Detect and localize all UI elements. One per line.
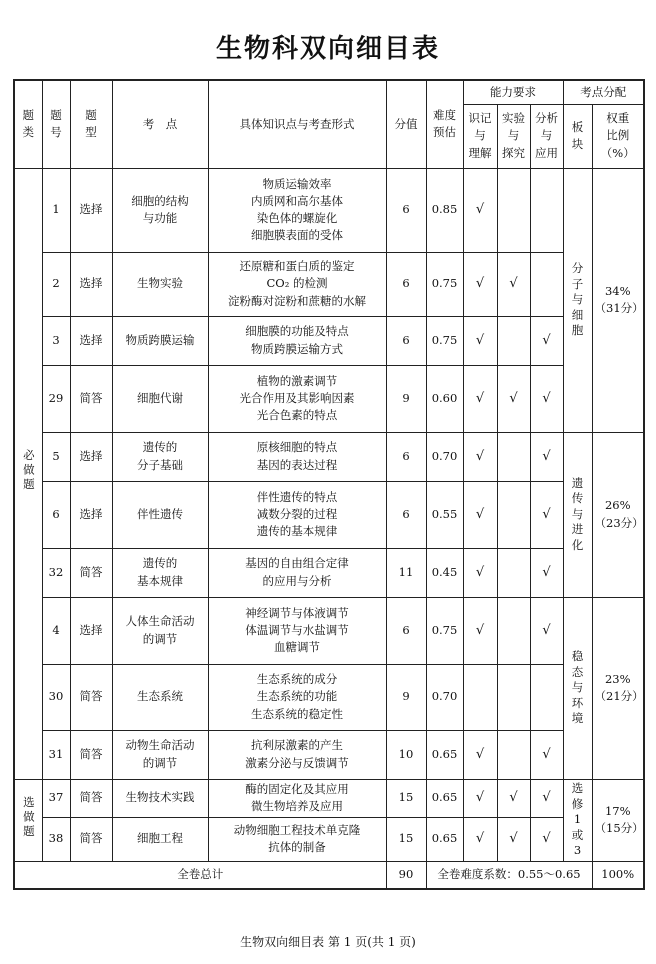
page-footer: 生物双向细目表 第 1 页(共 1 页) bbox=[240, 935, 416, 949]
table-row bbox=[14, 481, 644, 548]
knowledge-detail-text: 物质运输效率 内质网和高尔基体 染色体的螺旋化 细胞膜表面的受体 bbox=[251, 176, 343, 243]
question-number-text: 32 bbox=[48, 564, 64, 579]
score-value bbox=[386, 664, 426, 730]
difficulty-value bbox=[426, 779, 463, 817]
score-value bbox=[386, 316, 426, 365]
question-type-text: 选择 bbox=[79, 622, 103, 637]
question-type-text: 简答 bbox=[79, 746, 103, 761]
header-detail bbox=[208, 80, 386, 168]
exam-point bbox=[112, 730, 208, 779]
ability-check-1-text: √ bbox=[475, 276, 485, 292]
knowledge-detail-text: 抗利尿激素的产生 激素分泌与反馈调节 bbox=[245, 738, 349, 770]
score-value-text: 6 bbox=[402, 448, 410, 463]
question-number bbox=[42, 597, 70, 664]
exam-point bbox=[112, 779, 208, 817]
header-ability-1 bbox=[463, 104, 497, 168]
score-value-text: 9 bbox=[402, 689, 410, 704]
block-weight bbox=[592, 597, 644, 779]
table-body bbox=[14, 80, 644, 889]
question-number bbox=[42, 316, 70, 365]
ability-check-3-text: √ bbox=[542, 622, 551, 638]
score-value-text: 15 bbox=[398, 790, 414, 805]
ability-check-3-text: √ bbox=[542, 746, 551, 762]
score-value-text: 11 bbox=[398, 564, 414, 579]
header-ability-3 bbox=[530, 104, 563, 168]
question-type bbox=[70, 432, 112, 481]
block-name bbox=[563, 168, 592, 432]
ability-check-1 bbox=[463, 252, 497, 316]
exam-point bbox=[112, 252, 208, 316]
ability-check-3 bbox=[530, 316, 563, 365]
ability-check-2 bbox=[497, 730, 530, 779]
header-ability-2-text: 实验 与 探究 bbox=[502, 111, 525, 160]
question-number bbox=[42, 432, 70, 481]
question-number-text: 29 bbox=[48, 390, 64, 405]
ability-check-2 bbox=[497, 365, 530, 432]
score-value-text: 6 bbox=[402, 622, 410, 637]
question-type-text: 选择 bbox=[79, 332, 103, 347]
exam-point-text: 动物生命活动 的调节 bbox=[125, 738, 195, 770]
knowledge-detail-text: 细胞膜的功能及特点 物质跨膜运输方式 bbox=[245, 324, 349, 356]
header-type bbox=[70, 80, 112, 168]
question-type-text: 选择 bbox=[79, 448, 103, 463]
header-weight bbox=[592, 104, 644, 168]
ability-check-1 bbox=[463, 664, 497, 730]
question-type-text: 选择 bbox=[79, 202, 103, 217]
difficulty-value bbox=[426, 365, 463, 432]
exam-point bbox=[112, 664, 208, 730]
ability-check-3-text: √ bbox=[542, 831, 551, 847]
question-number bbox=[42, 664, 70, 730]
block-name bbox=[563, 432, 592, 597]
ability-check-1-text: √ bbox=[475, 831, 485, 847]
knowledge-detail-text: 伴性遗传的特点 减数分裂的过程 遗传的基本规律 bbox=[256, 489, 338, 539]
knowledge-detail-text: 酶的固定化及其应用 微生物培养及应用 bbox=[245, 781, 349, 813]
question-type bbox=[70, 779, 112, 817]
ability-check-3 bbox=[530, 481, 563, 548]
question-type-text: 简答 bbox=[79, 689, 103, 704]
question-type bbox=[70, 817, 112, 861]
question-type-text: 选择 bbox=[79, 506, 103, 521]
table-row bbox=[14, 548, 644, 597]
score-value bbox=[386, 597, 426, 664]
ability-check-1 bbox=[463, 779, 497, 817]
header-ability-1-text: 识记 与 理解 bbox=[468, 111, 492, 160]
question-type-text: 选择 bbox=[79, 276, 103, 291]
question-type bbox=[70, 316, 112, 365]
question-type-text: 简答 bbox=[79, 831, 103, 846]
ability-check-3 bbox=[530, 779, 563, 817]
knowledge-detail bbox=[208, 316, 386, 365]
block-weight-text: 17% （15分） bbox=[594, 803, 644, 835]
total-weight bbox=[592, 861, 644, 889]
knowledge-detail bbox=[208, 365, 386, 432]
score-value bbox=[386, 252, 426, 316]
ability-check-3 bbox=[530, 597, 563, 664]
ability-check-1 bbox=[463, 168, 497, 252]
header-ability-3-text: 分析 与 应用 bbox=[535, 111, 558, 160]
exam-point-text: 人体生命活动 的调节 bbox=[125, 614, 195, 646]
total-difficulty bbox=[426, 861, 592, 889]
question-type bbox=[70, 168, 112, 252]
header-difficulty bbox=[426, 80, 463, 168]
block-weight bbox=[592, 432, 644, 597]
total-weight-text: 100% bbox=[601, 867, 635, 882]
question-number bbox=[42, 779, 70, 817]
table-row bbox=[14, 252, 644, 316]
ability-check-3-text: √ bbox=[542, 564, 551, 580]
ability-check-3 bbox=[530, 730, 563, 779]
score-value-text: 15 bbox=[398, 831, 414, 846]
block-name-text: 选 修 1 或 3 bbox=[571, 781, 584, 858]
table-row bbox=[14, 432, 644, 481]
ability-check-1 bbox=[463, 432, 497, 481]
header-category-text: 题 类 bbox=[22, 108, 34, 140]
difficulty-value-text: 0.45 bbox=[431, 564, 458, 579]
category-optional bbox=[14, 779, 42, 861]
difficulty-value-text: 0.85 bbox=[431, 202, 458, 217]
exam-point-text: 生物实验 bbox=[137, 276, 183, 291]
exam-point bbox=[112, 817, 208, 861]
ability-check-1 bbox=[463, 548, 497, 597]
knowledge-detail bbox=[208, 730, 386, 779]
header-ability-text: 能力要求 bbox=[490, 84, 536, 99]
exam-point-text: 细胞工程 bbox=[137, 831, 183, 846]
header-score-text: 分值 bbox=[394, 116, 418, 131]
knowledge-detail bbox=[208, 817, 386, 861]
difficulty-value-text: 0.70 bbox=[431, 448, 458, 463]
question-number bbox=[42, 817, 70, 861]
ability-check-2 bbox=[497, 168, 530, 252]
score-value bbox=[386, 548, 426, 597]
question-number-text: 5 bbox=[52, 448, 60, 463]
exam-point bbox=[112, 365, 208, 432]
ability-check-1 bbox=[463, 730, 497, 779]
ability-check-1 bbox=[463, 316, 497, 365]
ability-check-1 bbox=[463, 481, 497, 548]
question-type bbox=[70, 664, 112, 730]
question-number-text: 38 bbox=[48, 831, 64, 846]
difficulty-value-text: 0.55 bbox=[431, 506, 458, 521]
knowledge-detail-text: 植物的激素调节 光合作用及其影响因素 光合色素的特点 bbox=[239, 373, 355, 423]
ability-check-2 bbox=[497, 779, 530, 817]
category-optional-text: 选做题 bbox=[21, 795, 36, 840]
table-row bbox=[14, 779, 644, 817]
exam-point bbox=[112, 432, 208, 481]
ability-check-3 bbox=[530, 664, 563, 730]
header-number bbox=[42, 80, 70, 168]
knowledge-detail-text: 原核细胞的特点 基因的表达过程 bbox=[256, 440, 338, 472]
score-value bbox=[386, 481, 426, 548]
question-number-text: 30 bbox=[48, 689, 64, 704]
score-value bbox=[386, 779, 426, 817]
ability-check-1 bbox=[463, 365, 497, 432]
header-block bbox=[563, 104, 592, 168]
difficulty-value bbox=[426, 817, 463, 861]
score-value bbox=[386, 168, 426, 252]
spec-table bbox=[13, 79, 645, 890]
table-row bbox=[14, 316, 644, 365]
table-row bbox=[14, 365, 644, 432]
ability-check-1-text: √ bbox=[475, 790, 485, 806]
knowledge-detail bbox=[208, 481, 386, 548]
knowledge-detail-text: 还原糖和蛋白质的鉴定 CO₂ 的检测 淀粉酶对淀粉和蔗糖的水解 bbox=[228, 259, 366, 308]
knowledge-detail-text: 动物细胞工程技术单克隆 抗体的制备 bbox=[233, 822, 361, 854]
ability-check-3-text: √ bbox=[542, 506, 551, 522]
header-row bbox=[14, 80, 644, 104]
ability-check-1-text: √ bbox=[475, 746, 485, 762]
score-value-text: 10 bbox=[398, 746, 414, 761]
score-value bbox=[386, 730, 426, 779]
knowledge-detail bbox=[208, 597, 386, 664]
exam-point-text: 伴性遗传 bbox=[137, 506, 183, 521]
knowledge-detail bbox=[208, 779, 386, 817]
score-value bbox=[386, 432, 426, 481]
total-label bbox=[14, 861, 386, 889]
header-distribution-text: 考点分配 bbox=[580, 84, 627, 99]
difficulty-value-text: 0.75 bbox=[431, 622, 458, 637]
exam-point-text: 遗传的 基本规律 bbox=[137, 556, 183, 588]
ability-check-2-text: √ bbox=[509, 831, 518, 847]
header-type-text: 题 型 bbox=[85, 108, 97, 140]
question-number-text: 1 bbox=[52, 202, 60, 217]
block-weight bbox=[592, 779, 644, 861]
question-type bbox=[70, 365, 112, 432]
question-number-text: 31 bbox=[48, 746, 64, 761]
category-required-text: 必做题 bbox=[21, 449, 36, 493]
table-row bbox=[14, 664, 644, 730]
header-category bbox=[14, 80, 42, 168]
block-weight-text: 26% （23分） bbox=[594, 498, 644, 530]
header-ability-2 bbox=[497, 104, 530, 168]
exam-point-text: 细胞代谢 bbox=[137, 390, 183, 405]
question-number-text: 2 bbox=[52, 276, 60, 291]
ability-check-2-text: √ bbox=[509, 390, 518, 406]
total-label-text: 全卷总计 bbox=[177, 867, 224, 882]
exam-point-text: 物质跨膜运输 bbox=[125, 332, 195, 347]
exam-point bbox=[112, 481, 208, 548]
ability-check-1-text: √ bbox=[475, 506, 485, 522]
question-type-text: 简答 bbox=[79, 564, 103, 579]
header-difficulty-text: 难度 预估 bbox=[433, 108, 456, 140]
difficulty-value-text: 0.60 bbox=[431, 390, 458, 405]
exam-point-text: 生态系统 bbox=[137, 689, 183, 704]
table-row bbox=[14, 730, 644, 779]
difficulty-value bbox=[426, 597, 463, 664]
block-name-text: 稳 态 与 环 境 bbox=[571, 649, 584, 726]
knowledge-detail bbox=[208, 252, 386, 316]
ability-check-3 bbox=[530, 168, 563, 252]
exam-point-text: 细胞的结构 与功能 bbox=[131, 193, 189, 225]
question-number bbox=[42, 168, 70, 252]
ability-check-2 bbox=[497, 316, 530, 365]
category-required bbox=[14, 168, 42, 779]
ability-check-3 bbox=[530, 548, 563, 597]
question-type-text: 简答 bbox=[79, 790, 103, 805]
difficulty-value bbox=[426, 168, 463, 252]
ability-check-2 bbox=[497, 432, 530, 481]
table-row bbox=[14, 817, 644, 861]
header-ability bbox=[463, 80, 563, 104]
score-value-text: 6 bbox=[402, 332, 410, 347]
ability-check-1 bbox=[463, 817, 497, 861]
question-number-text: 6 bbox=[52, 506, 60, 521]
ability-check-3 bbox=[530, 252, 563, 316]
question-number bbox=[42, 730, 70, 779]
exam-point bbox=[112, 168, 208, 252]
knowledge-detail-text: 生态系统的成分 生态系统的功能 生态系统的稳定性 bbox=[251, 672, 343, 721]
difficulty-value bbox=[426, 252, 463, 316]
total-difficulty-text: 全卷难度系数：0.55～0.65 bbox=[437, 867, 581, 882]
score-value-text: 6 bbox=[402, 202, 410, 217]
question-type bbox=[70, 730, 112, 779]
question-number bbox=[42, 365, 70, 432]
ability-check-2-text: √ bbox=[509, 790, 518, 806]
ability-check-2 bbox=[497, 548, 530, 597]
header-number-text: 题 号 bbox=[50, 108, 62, 140]
total-score bbox=[386, 861, 426, 889]
question-number-text: 37 bbox=[48, 790, 64, 805]
block-weight bbox=[592, 168, 644, 432]
difficulty-value-text: 0.75 bbox=[431, 276, 458, 291]
ability-check-1 bbox=[463, 597, 497, 664]
ability-check-3-text: √ bbox=[542, 448, 551, 464]
ability-check-2-text: √ bbox=[509, 276, 518, 292]
knowledge-detail-text: 神经调节与体液调节 体温调节与水盐调节 血糖调节 bbox=[245, 605, 349, 655]
ability-check-2 bbox=[497, 481, 530, 548]
ability-check-1-text: √ bbox=[475, 332, 485, 348]
exam-point bbox=[112, 597, 208, 664]
block-weight-text: 23% （21分） bbox=[594, 671, 644, 703]
total-score-text: 90 bbox=[398, 867, 414, 882]
question-number bbox=[42, 548, 70, 597]
ability-check-1-text: √ bbox=[475, 564, 485, 580]
difficulty-value-text: 0.65 bbox=[431, 790, 458, 805]
block-name bbox=[563, 597, 592, 779]
ability-check-3-text: √ bbox=[542, 790, 551, 806]
question-number bbox=[42, 252, 70, 316]
header-block-text: 板 块 bbox=[571, 119, 584, 151]
table-row bbox=[14, 168, 644, 252]
block-name-text: 遗 传 与 进 化 bbox=[571, 475, 584, 552]
ability-check-2 bbox=[497, 252, 530, 316]
question-type bbox=[70, 481, 112, 548]
block-name-text: 分 子 与 细 胞 bbox=[571, 261, 584, 338]
knowledge-detail bbox=[208, 548, 386, 597]
knowledge-detail bbox=[208, 168, 386, 252]
exam-point bbox=[112, 548, 208, 597]
score-value-text: 9 bbox=[402, 390, 410, 405]
score-value-text: 6 bbox=[402, 276, 410, 291]
question-type-text: 简答 bbox=[79, 390, 103, 405]
difficulty-value-text: 0.75 bbox=[431, 332, 458, 347]
question-number-text: 4 bbox=[52, 622, 60, 637]
ability-check-3 bbox=[530, 432, 563, 481]
ability-check-1-text: √ bbox=[475, 448, 485, 464]
question-number-text: 3 bbox=[52, 332, 60, 347]
difficulty-value bbox=[426, 481, 463, 548]
ability-check-3-text: √ bbox=[542, 332, 551, 348]
score-value-text: 6 bbox=[402, 506, 410, 521]
difficulty-value-text: 0.65 bbox=[431, 831, 458, 846]
ability-check-3-text: √ bbox=[542, 390, 551, 406]
question-type bbox=[70, 548, 112, 597]
header-distribution bbox=[563, 80, 644, 104]
ability-check-2 bbox=[497, 817, 530, 861]
difficulty-value bbox=[426, 664, 463, 730]
ability-check-1-text: √ bbox=[475, 202, 485, 218]
difficulty-value bbox=[426, 316, 463, 365]
header-detail-text: 具体知识点与考查形式 bbox=[239, 116, 355, 131]
difficulty-value bbox=[426, 432, 463, 481]
ability-check-1-text: √ bbox=[475, 622, 485, 638]
question-type bbox=[70, 252, 112, 316]
difficulty-value-text: 0.70 bbox=[431, 689, 458, 704]
page-title: 生物科双向细目表 bbox=[215, 34, 440, 64]
difficulty-value-text: 0.65 bbox=[431, 746, 458, 761]
question-number bbox=[42, 481, 70, 548]
knowledge-detail-text: 基因的自由组合定律 的应用与分析 bbox=[245, 556, 349, 588]
block-name bbox=[563, 779, 592, 861]
exam-point bbox=[112, 316, 208, 365]
total-row bbox=[14, 861, 644, 889]
knowledge-detail bbox=[208, 664, 386, 730]
ability-check-3 bbox=[530, 817, 563, 861]
ability-check-2 bbox=[497, 597, 530, 664]
exam-point-text: 生物技术实践 bbox=[125, 790, 195, 805]
header-weight-text: 权重 比例 （%） bbox=[600, 111, 635, 160]
knowledge-detail bbox=[208, 432, 386, 481]
header-point-text: 考 点 bbox=[142, 116, 178, 131]
header-point bbox=[112, 80, 208, 168]
score-value bbox=[386, 817, 426, 861]
table-row bbox=[14, 597, 644, 664]
ability-check-1-text: √ bbox=[475, 390, 485, 406]
header-score bbox=[386, 80, 426, 168]
ability-check-3 bbox=[530, 365, 563, 432]
exam-point-text: 遗传的 分子基础 bbox=[137, 440, 183, 472]
ability-check-2 bbox=[497, 664, 530, 730]
block-weight-text: 34% （31分） bbox=[594, 283, 644, 315]
difficulty-value bbox=[426, 730, 463, 779]
score-value bbox=[386, 365, 426, 432]
difficulty-value bbox=[426, 548, 463, 597]
question-type bbox=[70, 597, 112, 664]
